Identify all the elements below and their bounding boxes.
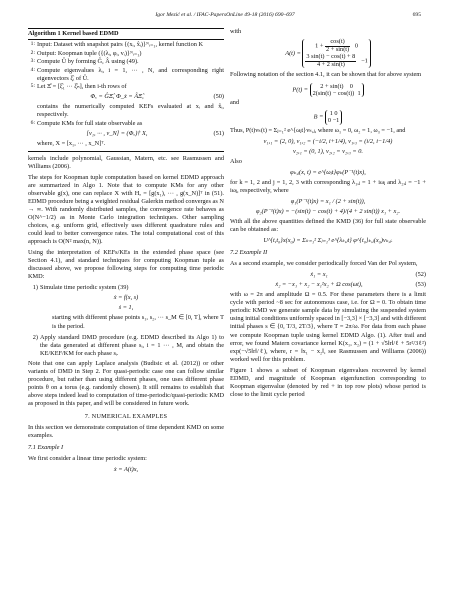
list-item: 2) Apply standard DMD procedure (e.g. EDMD described its Algo 1) to the data generated at different phase sᵢ, i = 1 ··· , M, and obtain the KE/KEF/KM for each phase sᵢ. (32, 333, 224, 357)
paragraph: We first consider a linear time periodic system: (28, 455, 147, 463)
equation-53: ẋ₂ = −x₁ + x₂ − x₁²x₂ + Ω cos(ωt), (53) (275, 281, 426, 289)
paragraph: with ω = 2π and amplitude Ω = 0.5. For these parameters there is a limit cycle with period ~8 sec for autonomous case, i.e. for Ω = 0. To obtain time periodic KMD we generate sample data by simulating the suspended system using initial conditions uniformly spaced in [−3,3] × [−3,3] and with different initial phases s ∈ {0, T/3, 2T/3}, where T = 2π/ω. For data from each phase we compute Koopman tuple using kernel EDMD Algo. (1). After trail and error, we found Matern covariance kernel K(x₁, x₂) = (1 + √5‖r‖/ℓ + 5r²/3ℓ²) exp(−√5‖r‖/ℓ), where, r = ‖x₁ − x₂‖, see Rasmussen and Williams (2006)) worked well for this problem. (230, 291, 426, 363)
running-header (0, 12, 450, 22)
equation-phi-kj: φₖ,ⱼ(x, t) = e^{ωⱼt}φₖ(P⁻¹(t)x), (290, 168, 366, 176)
algorithm-step: 3: Compute Û by forming Ĝ, Â using (49). (30, 58, 139, 66)
equation-v1: v₁,₁ = (2, 0), v₁,₂ = (−i/2, i+1/4), v₁,₃ = (i/2, i−1/4) (263, 137, 393, 145)
algorithm-step: 4: Compute eigenvalues λᵢ, i = 1, ··· , N, and corresponding right eigenvectors ξ̂ᵢ of Û. (30, 66, 224, 82)
equation-phi1: φ₁(P⁻¹(t)x) = x₁ / (2 + sin(t)), (290, 197, 366, 205)
paragraph: Following notation of the section 4.1, it can be shown that for above system (230, 71, 422, 79)
equation-B-matrix: B = 1 0 0 −1 (230, 110, 426, 124)
equation-39a: ẋ = f(x, s) (113, 294, 139, 302)
matrix-P: 2 + sin(t) 0 2(sin(t) − cos(t)) 1 (310, 83, 364, 97)
algorithm-step-5-continuation: contains the numerically computed KEFs evaluated at xᵢ and x̂ᵢ, respectively. (37, 103, 224, 119)
equation-51: [v₁, ··· , v_N] = (Φₓ)† X, (51) (86, 130, 224, 138)
algorithm-step: 1: Input: Dataset with snapshot pairs {(xᵢ, x̂ᵢ)}ᴺᵢ₌₁, kernel function K (30, 41, 204, 49)
paragraph: With all the above quantities defined the KMD (36) for full state observable can be obtained as: (230, 217, 426, 233)
running-header-text: Igor Mezić et al. / IFAC-PapersOnLine 49-18 (2016) 690–697 (155, 12, 295, 18)
paragraph: The steps for Koopman tuple computation based on kernel EDMD approach are summarized in Algo 1. Note that to compute KMs for any other observable g(x), one can replace X with Hₓ = [g(x₁), ··· , g(x_N)]ᵀ in (51). EDMD procedure being a weighted residual Galerkin method converges as N → ∞. With randomly distributed samples, the convergence rate behaves as O(N^−1/2) as in Monte Carlo integration techniques. Other sampling choices, e.g. uniform grid, effectively uses different quadrature rules and could lead to better convergence rates. The total computational cost of this approach is O(N² max(n, N)). (28, 173, 224, 246)
left-column (28, 28, 224, 476)
equation-v2: v₂,₁ = (0, 1), v₂,₂ = v₂,₃ = 0. (293, 147, 363, 155)
paragraph: Note that one can apply Laplace analysis (Budisic et al. (2012)) or other variants of DMD in Step 2. For quasi-periodic case one can follow similar procedure, but rather than using different phases, one uses different phase points θ on a torus (e.g. randomly chosen). It still remains to establish that above steps indeed lead to computation of time-periodic/quasi-periodic KMD as proposed in this paper, and will be considered in future work. (28, 359, 224, 407)
paragraph: kernels include polynomial, Gaussian, Matern, etc. see Rasmussen and Williams (2006). (28, 154, 224, 170)
list-item: 1) Simulate time periodic system (39) (32, 284, 129, 292)
paragraph: Using the interpretation of KEFs/KEs in the extended phase space (see Section 4.1), and standard techniques for computing Koopman tuple as discussed above, we propose following steps for computing time periodic KMD: (28, 249, 224, 281)
section-heading: 7. NUMERICAL EXAMPLES (84, 412, 168, 420)
matrix-A: 1 + $\frac{\cos(t)}{2 + \sin(t)}$ 0 $\frac{3 \sin(t) - \cos(t) + 8}{4 + 2 \sin(t)}$ −1 (302, 39, 370, 68)
subsection-heading: 7.1 Example I (28, 444, 64, 452)
equation-52: ẋ₁ = x₁ (52) (310, 271, 426, 279)
algorithm-step: 5: Let Ξ̂ = [ξ̂₁ ··· ξ̂ₙ], then i-th rows of (30, 83, 127, 91)
subsection-heading: 7.2 Example II (230, 249, 268, 257)
paragraph: and (230, 99, 240, 106)
algorithm-step: 6: Compute KMs for full state observable as (30, 119, 143, 127)
paragraph: Also (230, 157, 242, 165)
paragraph: with (230, 28, 242, 35)
matrix-B: 1 0 0 −1 (325, 110, 342, 124)
paragraph: Thus, P(t)vₖ(t) = Σⱼ₌₁² e^{ωⱼt}vₖ,ⱼ, where ω₁ = 0, ω₂ = 1, ω₃ = −1, and (230, 126, 406, 134)
list-item-continuation: starting with different phase points s₁, s₂, ··· s_M ∈ [0, T], where T is the period. (52, 314, 224, 330)
equation-P-matrix: P(t) = 2 + sin(t) 0 2(sin(t) − cos(t)) 1 (230, 83, 426, 97)
equation-39b: ṡ = 1, (118, 304, 134, 312)
equation-50: Φₓ = ĜΞ̂, Φ_ẋ = ÂΞ̂, (50) (90, 93, 224, 101)
algorithm-step-6-continuation: where, X = [x₁, ··· , x_N]ᵀ. (37, 140, 106, 148)
paragraph: Figure 1 shows a subset of Koopman eigenvalues recovered by kernel EDMD, and magnitude of Koopman eigenfunction corresponding to Koopman eigenvalue (denoted by red + in top row plots) whose period is close to the limit cycle period (230, 366, 426, 398)
algorithm-box (28, 28, 224, 152)
paragraph: for k = 1, 2 and j = 1, 2, 3 with corresponding λ₁,ⱼ = 1 + iωⱼ and λ₂,ⱼ = −1 + iωⱼ, respectively, where (230, 178, 426, 194)
algorithm-step: 2: Output: Koopman tuple ({(λᵢ, φᵢ, vᵢ)}ᴺᵢ₌₁) (30, 49, 142, 57)
paragraph: In this section we demonstrate computation of time dependent KMD on some examples. (28, 424, 224, 440)
algorithm-title: Algorithm 1 Kernel based EDMD (28, 30, 224, 40)
equation-A-matrix: A(t) = 1 + $\frac{\cos(t)}{2 + \sin(t)}$ 0 $\frac{3 \sin(t) - \cos(t) + 8}{4 + 2 \sin(t)}$ −1 (230, 39, 426, 68)
equation-phi2: φ₂(P⁻¹(t)x) = −(sin(t) − cos(t) + 4)/(4 + 2 sin(t)) x₁ + x₂. (255, 207, 401, 215)
equation-kmd: U^{t,t₀}x(x₀) = Σₖ₌₁² Σⱼ₌₁³ e^{λₖ,ⱼt} φ^{t₀}ₖ,ⱼ(x₀)vₖ,ⱼ. (263, 237, 393, 245)
right-column (230, 28, 426, 402)
page-number: 695 (412, 12, 421, 18)
paragraph: As a second example, we consider periodically forced Van der Pol system, (230, 260, 418, 268)
equation-linear-system: ẋ = A(t)x, (113, 466, 139, 474)
